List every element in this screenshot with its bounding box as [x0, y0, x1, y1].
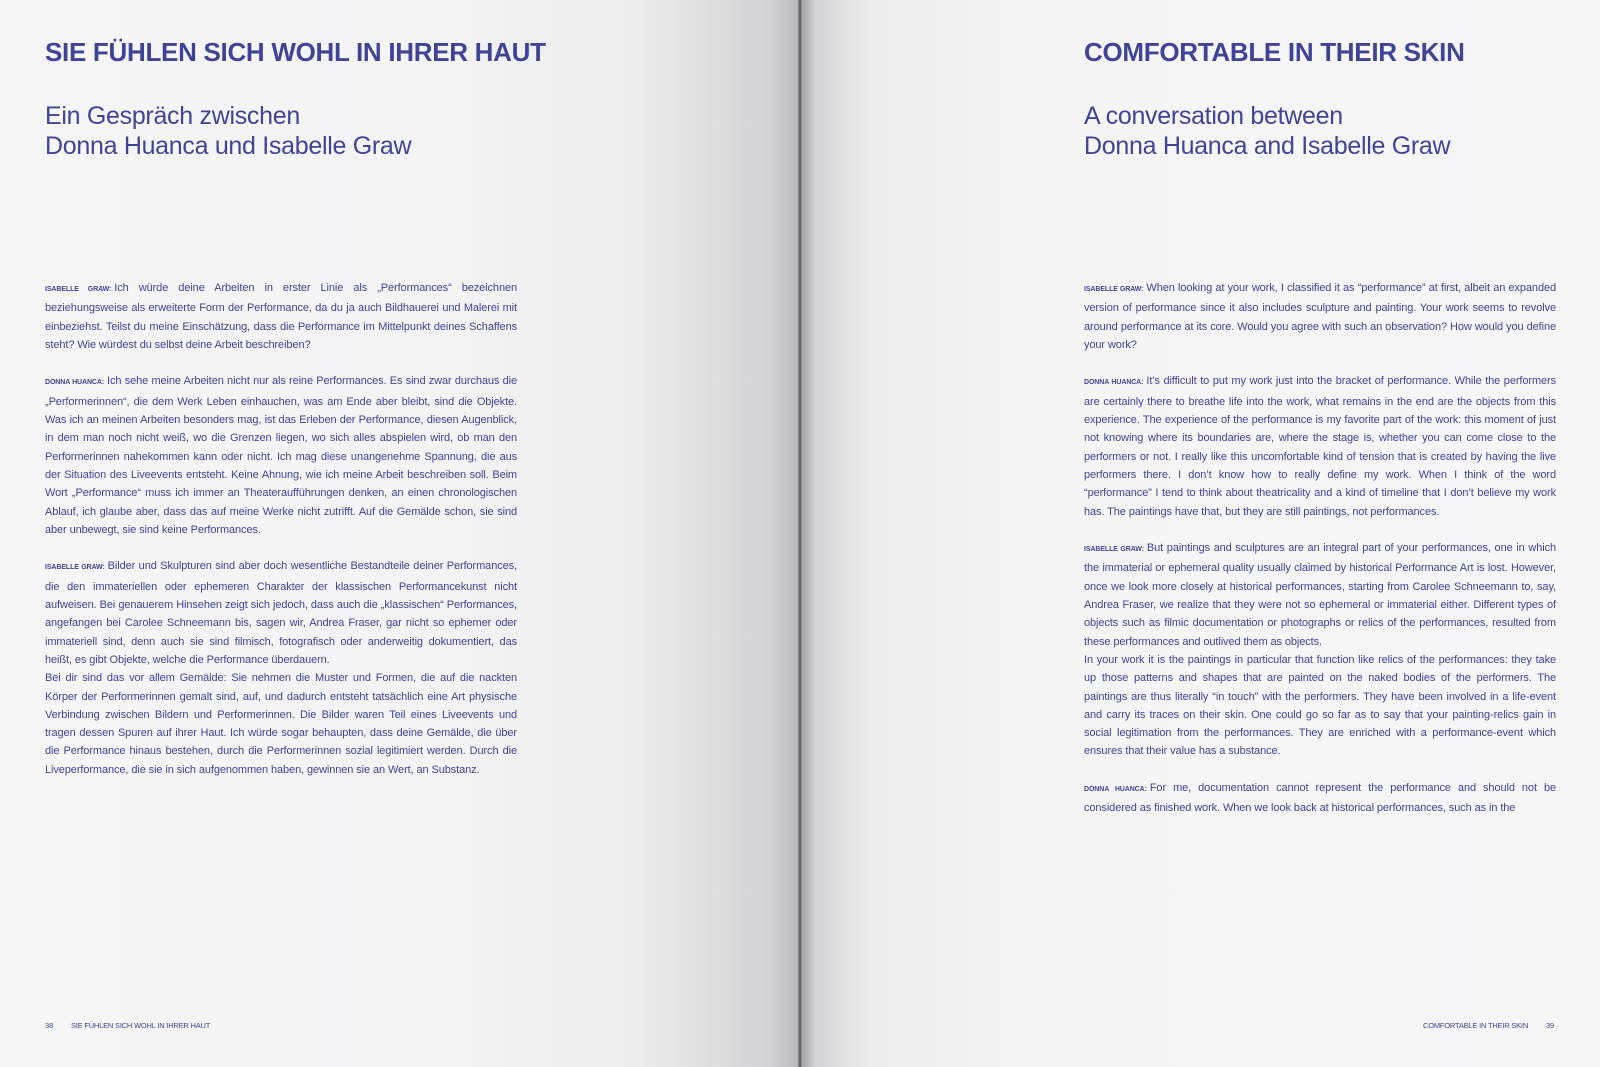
book-gutter [797, 0, 803, 1067]
left-page-footer [45, 1021, 210, 1030]
right-body-text [1084, 279, 1556, 836]
paragraph [1084, 651, 1556, 761]
speaker-label: ISABELLE GRAW: [1084, 546, 1144, 554]
paragraph-text: But paintings and sculptures are an integral part of your performances, one in which the immaterial or ephemeral quality usually claimed by historical Performance Art is lost. However, once we look more closely at historical performances, starting from Carolee Schneemann to, say, Andrea Fraser, we realize that they were not so ephemeral or immaterial either. Different types of objects such as filmic documentation or photographs or relics of the performances, resulted from these performances and outlived them as objects. [1084, 542, 1556, 648]
right-page-title: COMFORTABLE IN THEIR SKIN [1084, 37, 1465, 67]
paragraph [1084, 779, 1556, 818]
paragraph-text: It’s difficult to put my work just into the bracket of performance. While the performers are certainly there to breathe life into the work, what remains in the end are the objects from this experience. The experience of the performance is my favorite part of the work: this moment of just not knowing where its boundaries are, where the stage is, whether you can come close to the performers or not. I really like this uncomfortable kind of tension that is created by having the live performers there. I don’t know how to really define my work. When I think of the word “performance” I tend to think about theatricality and a kind of timeline that I don’t believe my work has. The paintings have that, but they are still paintings, not performances. [1084, 375, 1556, 518]
left-body-text [45, 279, 517, 797]
paragraph-text: Bei dir sind das vor allem Gemälde: Sie nehmen die Muster und Formen, die auf die nackten Körper der Performerinnen gemalt sind, auf, und dadurch entsteht tatsächlich eine Art physische Verbindung zwischen Bildern und Performerinnen. Die Bilder waren Teil eines Liveevents und tragen dessen Spuren auf ihrer Haut. Ich würde sogar behaupten, dass deine Gemälde, die über die Performance hinaus bestehen, durch die Performerinnen sozial legitimiert werden. Durch die Liveperformance, die sie in sich aufgenommen haben, gewinnen sie an Wert, an Substanz. [45, 672, 517, 776]
right-subtitle-line-2: Donna Huanca and Isabelle Graw [1084, 132, 1451, 160]
right-page-subtitle [1084, 101, 1450, 161]
paragraph-text: For me, documentation cannot represent the performance and should not be considered as finished work. When we look back at historical performances, such as in the [1084, 782, 1556, 815]
left-page-title: SIE FÜHLEN SICH WOHL IN IHRER HAUT [45, 37, 546, 67]
paragraph [45, 372, 517, 539]
paragraph [45, 669, 517, 779]
left-subtitle-line-1: Ein Gespräch zwischen [45, 102, 300, 130]
paragraph-text: Bilder und Skulpturen sind aber doch wesentliche Bestandteile deiner Performances, die den immateriellen oder ephemeren Charakter der klassischen Performancekunst nicht aufweisen. Bei genauerem Hinsehen zeigt sich jedoch, dass auch die „klassischen“ Performances, angefangen bei Carolee Schneemann bis, sagen wir, Andrea Fraser, gar nicht so ephemer oder immateriell sind, denn auch sie sind filmisch, fotografisch oder anderweitig dokumentiert, das heißt, es gibt Objekte, welche die Performance überdauern. [45, 560, 517, 666]
right-page [800, 0, 1600, 1067]
speaker-label: ISABELLE GRAW: [1084, 286, 1144, 293]
speaker-label: ISABELLE GRAW: [45, 564, 105, 572]
paragraph [45, 557, 517, 669]
paragraph [1084, 372, 1556, 520]
running-title: SIE FÜHLEN SICH WOHL IN IHRER HAUT [70, 1021, 211, 1030]
speaker-label: ISABELLE GRAW: [45, 286, 112, 293]
speaker-label: DONNA HUANCA: [1084, 786, 1147, 794]
paragraph-text: Ich sehe meine Arbeiten nicht nur als reine Performances. Es sind zwar durchaus die „Performerinnen“, die dem Werk Leben einhauchen, was am Ende aber bleibt, sind die Objekte. Was ich an meinen Arbeiten besonders mag, ist das Erleben der Performance, diesen Augenblick, in dem man noch nicht weiß, wo die Grenzen liegen, wo sich alles abspielen wird, ob man den Performerinnen nahekommen kann oder nicht. Ich mag diese unangenehme Spannung, die aus der Situation des Liveevents entsteht. Keine Ahnung, wie ich meine Arbeit beschreiben soll. Beim Wort „Performance“ muss ich immer an Theateraufführungen denken, an einen chronologischen Ablauf, ich glaube aber, dass das auf meine Werke nicht zutrifft. Auf die Gemälde schon, sie sind aber unbewegt, sie sind keine Performances. [45, 375, 517, 536]
paragraph [1084, 279, 1556, 354]
speaker-label: DONNA HUANCA: [45, 379, 105, 387]
page-number: 38 [45, 1021, 53, 1030]
paragraph-text: In your work it is the paintings in particular that function like relics of the performances: they take up those patterns and shapes that are painted on the naked bodies of the performers. The paintings are thus literally “in touch” with the performers. They have been involved in a life-event and carry its traces on their skin. One could go so far as to say that your painting-relics gain in social legitimation from the performances. They are enriched with a performance-event which ensures that their value has a substance. [1084, 653, 1556, 758]
right-subtitle-line-1: A conversation between [1084, 102, 1343, 130]
paragraph-text: Ich würde deine Arbeiten in erster Linie als „Performances“ bezeichnen beziehungsweise als erweiterte Form der Performance, da du ja auch Bildhauerei und Malerei mit einbeziehst. Teilst du meine Einschätzung, dass die Performance im Mittelpunkt deines Schaffens steht? Wie würdest du selbst deine Arbeit beschreiben? [45, 282, 517, 351]
paragraph [45, 279, 517, 354]
left-subtitle-line-2: Donna Huanca und Isabelle Graw [45, 132, 412, 160]
paragraph [1084, 539, 1556, 651]
paragraph-text: When looking at your work, I classified it as “performance” at first, albeit an expanded version of performance since it also includes sculpture and painting. Your work seems to revolve around performance at its core. Would you agree with such an observation? How would you define your work? [1084, 282, 1557, 351]
page-number: 39 [1546, 1021, 1554, 1030]
running-title: COMFORTABLE IN THEIR SKIN [1423, 1021, 1529, 1030]
speaker-label: DONNA HUANCA: [1084, 379, 1144, 387]
left-page-subtitle [45, 101, 411, 161]
right-page-footer [1423, 1021, 1554, 1030]
